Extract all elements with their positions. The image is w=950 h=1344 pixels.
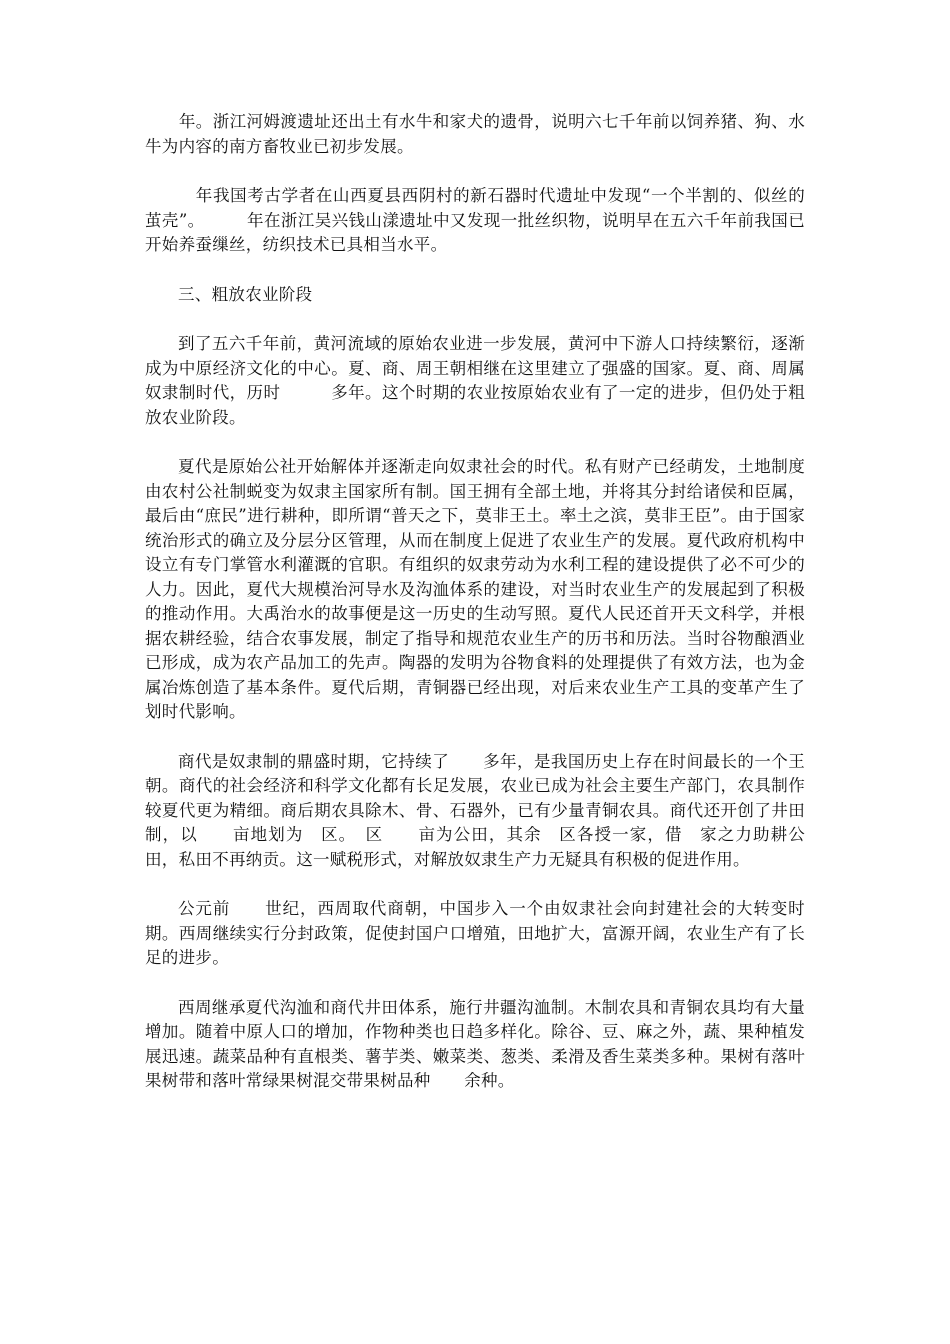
paragraph-zhou-intro: 公元前 世纪，西周取代商朝，中国步入一个由奴隶社会向封建社会的大转变时期。西周继续实行分封政策，促使封国户口增殖，田地扩大，富源开阔，农业生产有了长足的进步。 [145, 899, 805, 967]
paragraph-zhou-crops: 西周继承夏代沟洫和商代井田体系，施行井疆沟洫制。木制农具和青铜农具均有大量增加。随着中原人口的增加，作物种类也日趋多样化。除谷、豆、麻之外，蔬、果种植发展迅速。蔬菜品种有直根类、薯芋类、嫩菜类、葱类、柔滑及香生菜类多种。果树有落叶果树带和落叶常绿果树混交带果树品种 余种。 [145, 997, 805, 1090]
paragraph-shang: 商代是奴隶制的鼎盛时期，它持续了 多年，是我国历史上存在时间最长的一个王朝。商代的社会经济和科学文化都有长足发展，农业已成为社会主要生产部门，农具制作较夏代更为精细。商后期农具除木、骨、石器外，已有少量青铜农具。商代还开创了井田制，以 亩地划为 区。 区 亩为公田，其余 区各授一家，借 家之力助耕公田，私田不再纳贡。这一赋税形式，对解放奴隶生产力无疑具有积极的促进作用。 [145, 751, 805, 869]
paragraph-domestication: 年。浙江河姆渡遗址还出土有水牛和家犬的遗骨，说明六七千年前以饲养猪、狗、水牛为内容的南方畜牧业已初步发展。 [145, 112, 805, 156]
paragraph-silk: 年我国考古学者在山西夏县西阴村的新石器时代遗址中发现“一个半割的、似丝的茧壳”。 年在浙江吴兴钱山漾遗址中又发现一批丝织物，说明早在五六千年前我国已开始养蚕缫丝，纺织技术已具相当水平。 [145, 186, 805, 254]
section-heading: 三、粗放农业阶段 [178, 284, 313, 304]
paragraph-intro: 到了五六千年前，黄河流域的原始农业进一步发展，黄河中下游人口持续繁衍，逐渐成为中原经济文化的中心。夏、商、周王朝相继在这里建立了强盛的国家。夏、商、周属奴隶制时代，历时 多年。这个时期的农业按原始农业有了一定的进步，但仍处于粗放农业阶段。 [145, 334, 805, 427]
document-body [145, 110, 805, 1119]
paragraph-xia: 夏代是原始公社开始解体并逐渐走向奴隶社会的时代。私有财产已经萌发，土地制度由农村公社制蜕变为奴隶主国家所有制。国王拥有全部土地，并将其分封给诸侯和臣属，最后由“庶民”进行耕种，即所谓“普天之下，莫非王土。率土之滨，莫非王臣”。由于国家统治形式的确立及分层分区管理，从而在制度上促进了农业生产的发展。夏代政府机构中设立有专门掌管水利灌溉的官职。有组织的奴隶劳动为水利工程的建设提供了必不可少的人力。因此，夏代大规模治河导水及沟洫体系的建设，对当时农业生产的发展起到了积极的推动作用。大禹治水的故事便是这一历史的生动写照。夏代人民还首开天文科学，并根据农耕经验，结合农事发展，制定了指导和规范农业生产的历书和历法。当时谷物酿酒业已形成，成为农产品加工的先声。陶器的发明为谷物食料的处理提供了有效方法，也为金属冶炼创造了基本条件。夏代后期，青铜器已经出现，对后来农业生产工具的变革产生了划时代影响。 [145, 457, 805, 721]
